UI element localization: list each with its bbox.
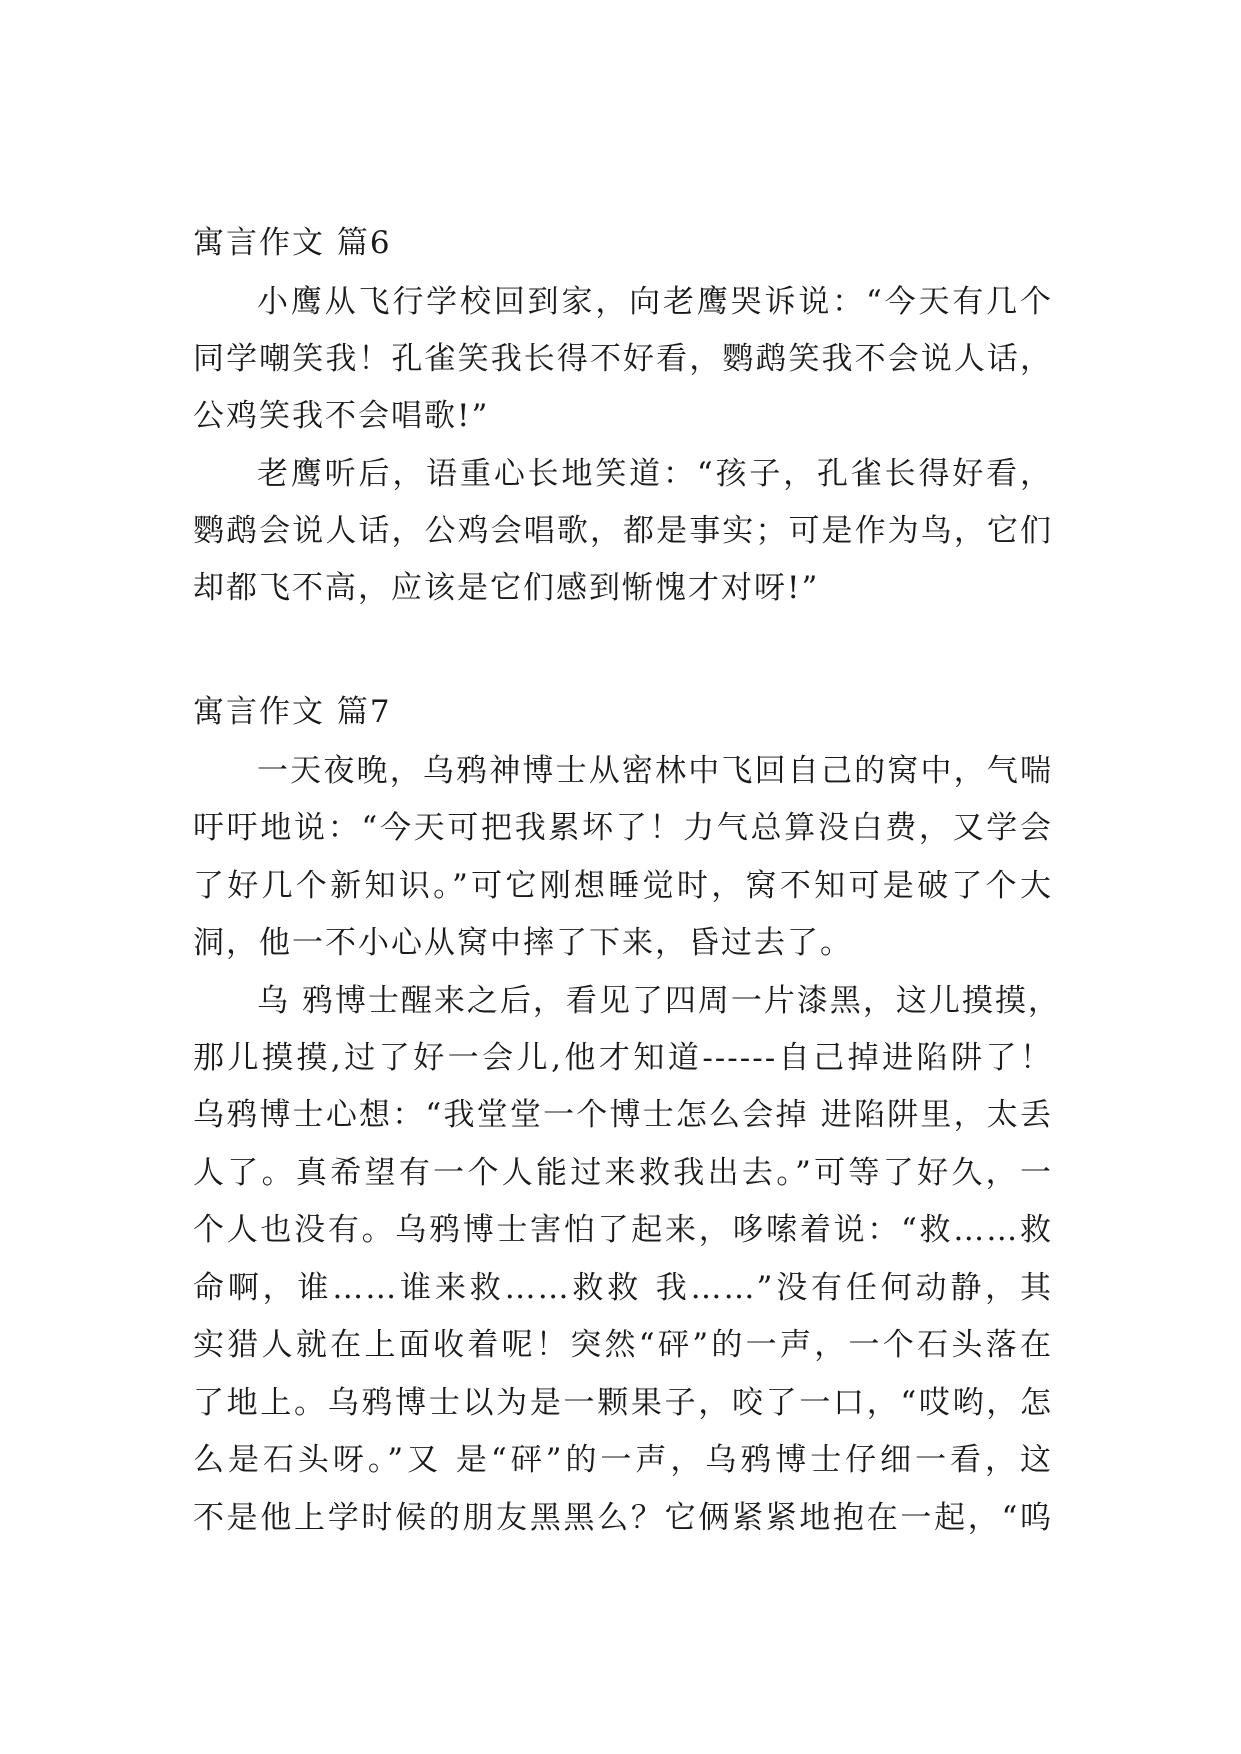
paragraph-line: 同学嘲笑我！孔雀笑我长得不好看，鹦鹉笑我不会说人话， [193, 341, 1053, 377]
paragraph-line: 命啊，谁……谁来救……救救 我……”没有任何动静，其 [193, 1270, 1053, 1306]
paragraph-line: 小鹰从飞行学校回到家，向老鹰哭诉说：“今天有几个 [257, 284, 1053, 320]
paragraph-line: 么是石头呀。”又 是“砰”的一声，乌鸦博士仔细一看，这 [193, 1442, 1053, 1478]
paragraph-line: 了地上。乌鸦博士以为是一颗果子，咬了一口，“哎哟，怎 [193, 1385, 1053, 1421]
section-title: 寓言作文 篇7 [193, 694, 392, 730]
paragraph-line: 实猎人就在上面收着呢！突然“砰”的一声，一个石头落在 [193, 1327, 1053, 1363]
paragraph-line: 鹦鹉会说人话，公鸡会唱歌，都是事实；可是作为鸟，它们 [193, 513, 1053, 549]
paragraph-line: 洞，他一不小心从窝中摔了下来，昏过去了。 [193, 925, 853, 961]
paragraph-line: 乌鸦博士心想：“我堂堂一个博士怎么会掉 进陷阱里，太丢 [193, 1097, 1053, 1133]
paragraph-line: 却都飞不高，应该是它们感到惭愧才对呀!” [193, 570, 820, 606]
paragraph-line: 公鸡笑我不会唱歌!” [193, 398, 490, 434]
section-title: 寓言作文 篇6 [193, 225, 392, 261]
paragraph-line: 乌 鸦博士醒来之后，看见了四周一片漆黑，这儿摸摸， [257, 983, 1061, 1019]
paragraph-line: 个人也没有。乌鸦博士害怕了起来，哆嗦着说：“救……救 [193, 1212, 1053, 1248]
paragraph-line: 老鹰听后，语重心长地笑道：“孩子，孔雀长得好看， [257, 456, 1053, 492]
paragraph-line: 一天夜晚，乌鸦神博士从密林中飞回自己的窝中，气喘 [257, 753, 1053, 789]
paragraph-line: 了好几个新知识。”可它刚想睡觉时，窝不知可是破了个大 [193, 868, 1053, 904]
paragraph-line: 吁吁地说：“今天可把我累坏了！力气总算没白费，又学会 [193, 810, 1053, 846]
paragraph-line: 人了。真希望有一个人能过来救我出去。”可等了好久，一 [193, 1155, 1053, 1191]
paragraph-line: 那儿摸摸,过了好一会儿,他才知道------自己掉进陷阱了！ [193, 1040, 1053, 1076]
paragraph-line: 不是他上学时候的朋友黑黑么？它俩紧紧地抱在一起，“呜 [193, 1500, 1053, 1536]
